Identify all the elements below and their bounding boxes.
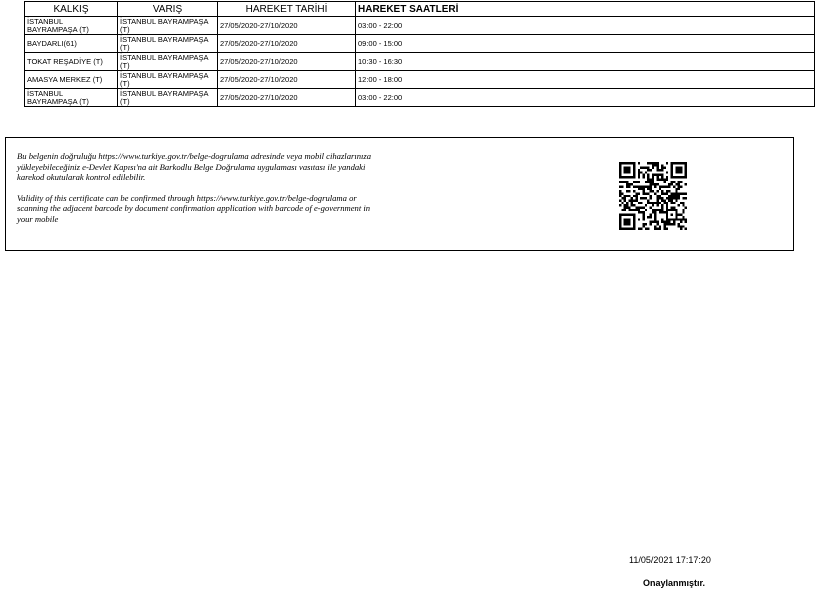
cell-date: 27/05/2020-27/10/2020: [218, 35, 356, 53]
cell-date: 27/05/2020-27/10/2020: [218, 71, 356, 89]
verification-text-turkish: Bu belgenin doğruluğu https://www.turkiye.gov.tr/belge-dogrulama adresinde veya mobil cihazlarınıza yükleyebileceğiniz e-Devlet Kapısı'na ait Barkodlu Belge Doğrulama uygulaması vasıtası ile yandaki karekod okutularak kontrol edilebilir.: [17, 151, 372, 182]
cell-from: BAYDARLI(61): [25, 35, 118, 53]
cell-date: 27/05/2020-27/10/2020: [218, 53, 356, 71]
cell-from: TOKAT REŞADİYE (T): [25, 53, 118, 71]
cell-to: İSTANBUL BAYRAMPAŞA (T): [118, 35, 218, 53]
qr-code-icon[interactable]: [619, 162, 687, 230]
cell-hours: 10:30 - 16:30: [356, 53, 815, 71]
table-row: [25, 35, 815, 53]
cell-to: İSTANBUL BAYRAMPAŞA (T): [118, 71, 218, 89]
cell-from: İSTANBUL BAYRAMPAŞA (T): [25, 89, 118, 107]
schedule-table: [24, 1, 815, 107]
cell-from: AMASYA MERKEZ (T): [25, 71, 118, 89]
verification-box: [5, 137, 794, 251]
cell-from: İSTANBUL BAYRAMPAŞA (T): [25, 17, 118, 35]
table-header-row: [25, 2, 815, 17]
table-row: [25, 17, 815, 35]
cell-hours: 09:00 - 15:00: [356, 35, 815, 53]
header-hours: HAREKET SAATLERİ: [356, 2, 815, 17]
table-row: [25, 89, 815, 107]
header-arrival: VARIŞ: [118, 2, 218, 17]
cell-to: İSTANBUL BAYRAMPAŞA (T): [118, 17, 218, 35]
cell-hours: 03:00 - 22:00: [356, 17, 815, 35]
cell-hours: 12:00 - 18:00: [356, 71, 815, 89]
cell-hours: 03:00 - 22:00: [356, 89, 815, 107]
cell-date: 27/05/2020-27/10/2020: [218, 17, 356, 35]
verification-text-english: Validity of this certificate can be confirmed through https://www.turkiye.gov.tr/belge-dogrulama or scanning the adjacent barcode by document confirmation application with barcode of e-government in your mobile: [17, 192, 371, 224]
table-row: [25, 53, 815, 71]
header-departure: KALKIŞ: [25, 2, 118, 17]
cell-to: İSTANBUL BAYRAMPAŞA (T): [118, 53, 218, 71]
verification-text: [17, 151, 387, 234]
cell-date: 27/05/2020-27/10/2020: [218, 89, 356, 107]
approval-timestamp: 11/05/2021 17:17:20: [629, 555, 711, 565]
cell-to: İSTANBUL BAYRAMPAŞA (T): [118, 89, 218, 107]
approval-status: Onaylanmıştır.: [643, 578, 706, 588]
header-date: HAREKET TARİHİ: [218, 2, 356, 17]
table-row: [25, 71, 815, 89]
